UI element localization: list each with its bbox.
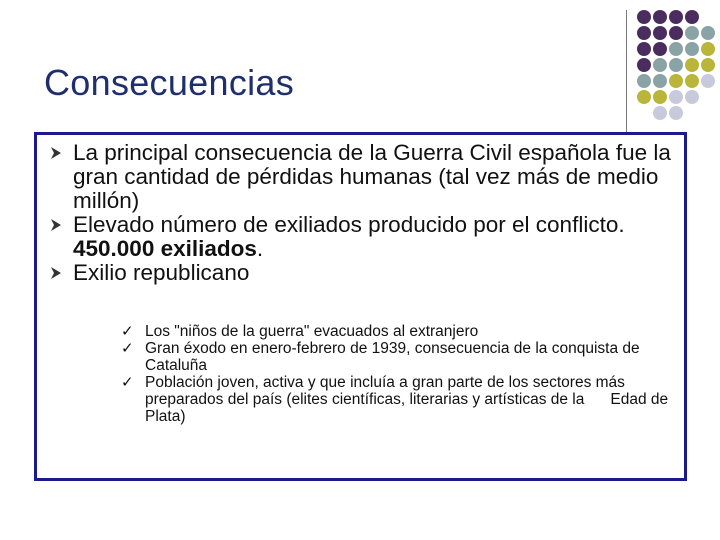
bullet-text: Elevado número de exiliados producido por el conflicto.	[73, 212, 625, 237]
sub-bullet-text: Los "niños de la guerra" evacuados al extranjero	[145, 323, 479, 340]
dot-purple	[685, 10, 699, 24]
dot-teal	[653, 58, 667, 72]
list-item	[37, 374, 684, 425]
bullet-strong-text: 450.000 exiliados	[73, 236, 257, 261]
check-icon: ✓	[121, 339, 134, 357]
dot-olive	[685, 58, 699, 72]
dot-olive	[685, 74, 699, 88]
dot-teal	[669, 58, 683, 72]
check-icon: ✓	[121, 322, 134, 340]
dot-purple	[653, 10, 667, 24]
dot-purple	[669, 10, 683, 24]
list-item	[37, 340, 684, 374]
dot-teal	[685, 26, 699, 40]
list-item	[37, 323, 684, 340]
dot-teal	[669, 42, 683, 56]
sub-bullet-list	[37, 323, 684, 425]
dot-purple	[637, 26, 651, 40]
dot-purple	[637, 42, 651, 56]
bullet-text: Exilio republicano	[73, 260, 250, 285]
dot-lavender	[685, 90, 699, 104]
dot-olive	[669, 74, 683, 88]
dot-teal	[637, 74, 651, 88]
dot-olive	[701, 58, 715, 72]
sub-bullet-text: Gran éxodo en enero-febrero de 1939, consecuencia de la conquista de Cataluña	[145, 340, 640, 374]
dot-purple	[653, 26, 667, 40]
sub-bullet-text: Población joven, activa y que incluía a gran parte de los sectores más preparados del país (elites científicas, literarias y artísticas de la	[145, 374, 625, 408]
dot-olive	[653, 90, 667, 104]
arrow-bullet-icon	[49, 266, 63, 280]
dot-teal	[685, 42, 699, 56]
dot-lavender	[653, 106, 667, 120]
main-bullet-list	[37, 141, 684, 285]
dot-purple	[653, 42, 667, 56]
bullet-text: La principal consecuencia de la Guerra Civil española fue la gran cantidad de pérdidas humanas (tal vez más de medio millón)	[73, 140, 671, 213]
check-icon: ✓	[121, 373, 134, 391]
list-item	[37, 141, 684, 213]
dot-lavender	[669, 106, 683, 120]
content-box	[34, 132, 687, 481]
sub-bullet-text-end: Edad de Plata)	[145, 391, 669, 425]
dot-teal	[701, 26, 715, 40]
arrow-bullet-icon	[49, 146, 63, 160]
dot-purple	[637, 58, 651, 72]
bullet-text-end: .	[256, 236, 264, 261]
list-item	[37, 213, 684, 261]
slide-title: Consecuencias	[44, 62, 295, 103]
dot-lavender	[701, 74, 715, 88]
dot-lavender	[669, 90, 683, 104]
divider-line	[626, 10, 627, 132]
dot-olive	[701, 42, 715, 56]
arrow-bullet-icon	[49, 218, 63, 232]
list-item	[37, 261, 684, 285]
dot-purple	[669, 26, 683, 40]
dot-purple	[637, 10, 651, 24]
dot-teal	[653, 74, 667, 88]
dot-olive	[637, 90, 651, 104]
